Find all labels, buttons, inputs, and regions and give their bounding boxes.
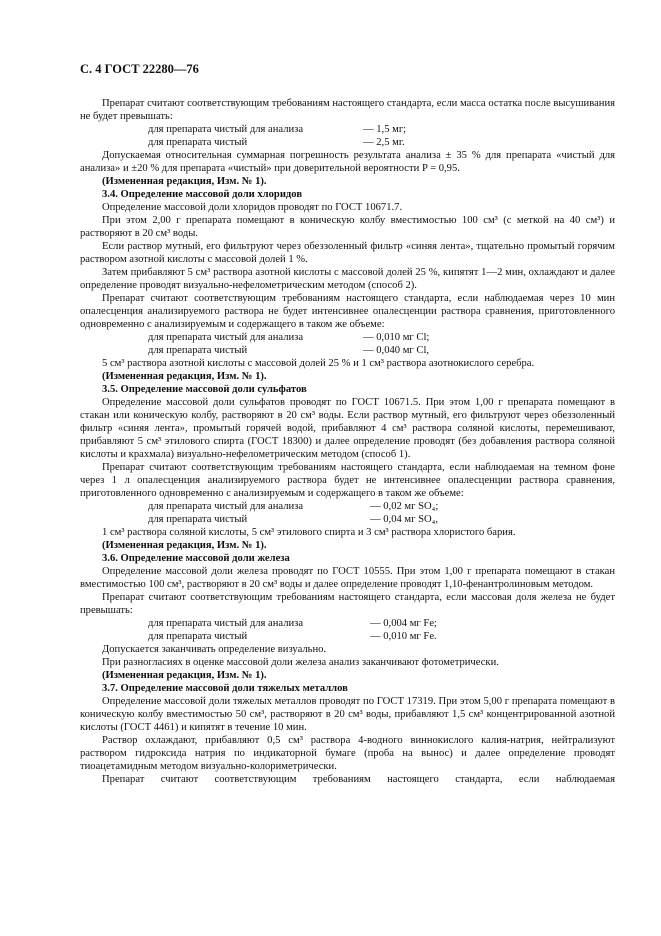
edition-note: (Измененная редакция, Изм. № 1). <box>102 371 267 382</box>
section-heading-3-4: 3.4. Определение массовой доли хлоридов <box>102 189 303 200</box>
limit-row: для препарата чистый — 2,5 мг. <box>148 137 405 148</box>
paragraph: 1 см³ раствора соляной кислоты, 5 см³ этилового спирта и 3 см³ раствора хлористого бария. <box>102 527 516 538</box>
paragraph: Препарат считают соответствующим требованиям настоящего стандарта, если наблюдаемая через 10 мин опалесценция анализируемого раствора не будет интенсивнее опалесценции раствора сравнения, приготовленного одновременно с анализируемым и содержащего в таком же объеме: <box>80 293 615 330</box>
paragraph: Раствор охлаждают, прибавляют 0,5 см³ раствора 4-водного виннокислого калия-натрия, нейтрализуют раствором гидроксида натрия по индикаторной бумаге (проба на вынос) и далее определение проводят тиоацетамидным методом визуально-колориметрически. <box>80 735 615 772</box>
paragraph: Если раствор мутный, его фильтруют через обеззоленный фильтр «синяя лента», тщательно промытый горячим раствором азотной кислоты с массовой долей 1 %. <box>80 241 615 265</box>
paragraph: Определение массовой доли тяжелых металлов проводят по ГОСТ 17319. При этом 5,00 г препарата помещают в коническую колбу вместимостью 50 см³, растворяют в 20 см³ воды, прибавляют 1,5 см³ концентрированной азотной кислоты (ГОСТ 4461) и кипятят в течение 10 мин. <box>80 696 615 733</box>
limit-row: для препарата чистый для анализа — 0,010 мг Cl; <box>148 332 430 343</box>
limit-row: для препарата чистый для анализа — 0,004 мг Fe; <box>148 618 437 629</box>
limit-row: для препарата чистый — 0,010 мг Fe. <box>148 631 437 642</box>
edition-note: (Измененная редакция, Изм. № 1). <box>102 540 267 551</box>
paragraph: Препарат считают соответствующим требованиям настоящего стандарта, если масса остатка после высушивания не будет превышать: <box>80 98 615 122</box>
paragraph: Определение массовой доли сульфатов проводят по ГОСТ 10671.5. При этом 1,00 г препарата помещают в стакан или коническую колбу, растворяют в 20 см³ воды. Если раствор мутный, его фильтруют через обеззоленный фильтр «синяя лента», промытый горячей водой, прибавляют 4 см³ раствора соляной кислоты, перемешивают, прибавляют 5 см³ этилового спирта (ГОСТ 18300) и далее определение проводят (без добавления раствора соляной кислоты и крахмала) визуально-нефелометрическим методом (способ 1). <box>80 397 615 460</box>
edition-note: (Измененная редакция, Изм. № 1). <box>102 176 267 187</box>
edition-note: (Измененная редакция, Изм. № 1). <box>102 670 267 681</box>
limit-row: для препарата чистый — 0,04 мг SO₄, <box>148 514 439 525</box>
section-heading-3-5: 3.5. Определение массовой доли сульфатов <box>102 384 307 395</box>
limit-row: для препарата чистый для анализа — 0,02 мг SO₄; <box>148 501 439 512</box>
limit-row: для препарата чистый для анализа — 1,5 мг; <box>148 124 407 135</box>
paragraph: Допускаемая относительная суммарная погрешность результата анализа ± 35 % для препарата «чистый для анализа» и ±20 % для препарата «чистый» при доверительной вероятности P = 0,95. <box>80 150 615 174</box>
paragraph: Препарат считают соответствующим требованиям настоящего стандарта, если массовая доля железа не будет превышать: <box>80 592 615 616</box>
paragraph: Затем прибавляют 5 см³ раствора азотной кислоты с массовой долей 25 %, кипятят 1—2 мин, охлаждают и далее определение проводят визуально-нефелометрическим методом (способ 2). <box>80 267 615 291</box>
paragraph: Определение массовой доли хлоридов проводят по ГОСТ 10671.7. <box>102 202 403 213</box>
paragraph: При разногласиях в оценке массовой доли железа анализ заканчивают фотометрически. <box>102 657 499 668</box>
section-heading-3-7: 3.7. Определение массовой доли тяжелых металлов <box>102 683 348 694</box>
limit-row: для препарата чистый — 0,040 мг Cl, <box>148 345 430 356</box>
paragraph: Определение массовой доли железа проводят по ГОСТ 10555. При этом 1,00 г препарата помещают в стакан вместимостью 100 см³, растворяют в 20 см³ воды и далее определение проводят 1,10-фенантролиновым методом. <box>80 566 615 590</box>
section-heading-3-6: 3.6. Определение массовой доли железа <box>102 553 290 564</box>
page-header: С. 4 ГОСТ 22280—76 <box>80 62 199 76</box>
paragraph: Препарат считают соответствующим требованиям настоящего стандарта, если наблюдаемая <box>102 774 615 785</box>
paragraph: Препарат считают соответствующим требованиям настоящего стандарта, если наблюдаемая на темном фоне через 1 л опалесценция анализируемого раствора будет не интенсивнее опалесценции раствора сравнения, приготовленного одновременно с анализируемым и содержащего в таком же объеме: <box>80 462 615 499</box>
paragraph: При этом 2,00 г препарата помещают в коническую колбу вместимостью 100 см³ (с меткой на 40 см³) и растворяют в 20 см³ воды. <box>80 215 615 239</box>
paragraph: Допускается заканчивать определение визуально. <box>102 644 327 655</box>
document-page <box>80 62 615 786</box>
paragraph: 5 см³ раствора азотной кислоты с массовой долей 25 % и 1 см³ раствора азотнокислого серебра. <box>102 358 535 369</box>
